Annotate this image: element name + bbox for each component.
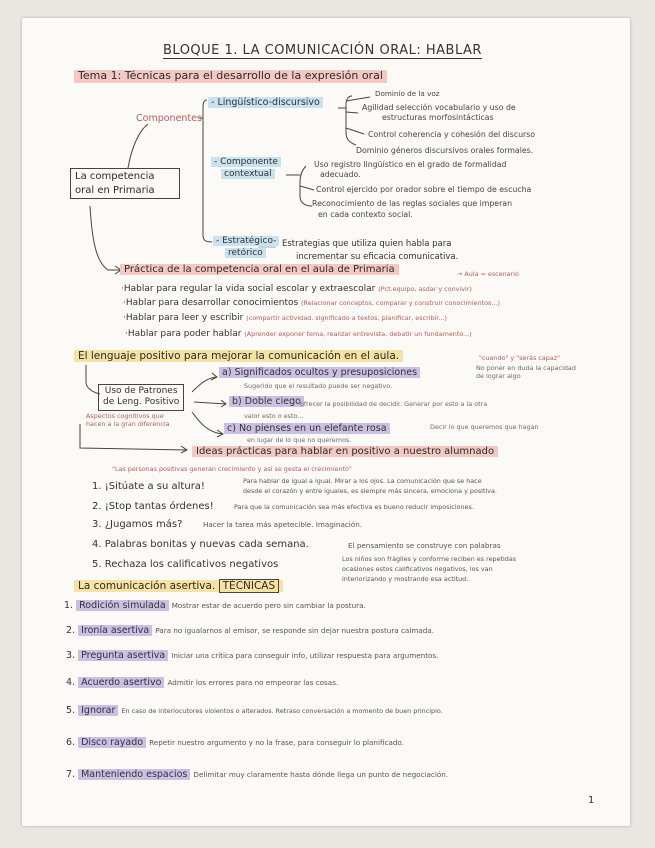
contextual-item-4: Reconocimiento de las reglas sociales que imperan <box>312 199 513 208</box>
item-a-side: No poner en duda la capacidad de lograr algo <box>476 364 576 380</box>
contextual-label: - Componente contextual <box>211 157 281 180</box>
practica-bullet-2: ·Hablar para desarrollar conocimientos (Relacionar conceptos, comparar y construir conocimientos...) <box>123 298 500 308</box>
ideas-quote: "Las personas positivas generan crecimiento y así se gesta el crecimiento" <box>112 465 352 473</box>
ideas-item-1-note-2: desde el corazón y entre iguales, es siempre más sincera, emociona y positiva. <box>243 487 497 495</box>
asertiva-item-4: 4. Acuerdo asertivo Admitir los errores para no empeorar las cosas. <box>66 677 339 688</box>
ideas-item-3-note: Hacer la tarea más apetecible. Imaginación. <box>203 520 363 529</box>
asertiva-item-6: 6. Disco rayado Repetir nuestro argumento y no la frase, para conseguir lo planificado. <box>66 737 404 748</box>
estrategico-text-1: Estrategias que utiliza quien habla para <box>282 239 452 249</box>
asertiva-item-5: 5. Ignorar En caso de interlocutores violentos o alterados. Retraso conversación a momento de buen principio. <box>66 705 443 716</box>
ideas-item-2: 2. ¡Stop tantas órdenes! <box>92 501 214 512</box>
ideas-item-5: 5. Rechaza los calificativos negativos <box>92 559 279 570</box>
linguistico-item-3: estructuras morfosintácticas <box>382 113 494 122</box>
patrones-box: Uso de Patrones de Leng. Positivo <box>98 384 184 411</box>
page-number: 1 <box>588 795 595 806</box>
linguistico-item-4: Control coherencia y cohesión del discurso <box>368 130 536 139</box>
ideas-item-5-note: Los niños son frágiles y conforme reciben es repetidas <box>342 555 517 563</box>
ideas-item-5-note-2: ocasiones estos calificativos negativos, los van <box>342 565 493 573</box>
item-b-note-2: valor esto o esto... <box>244 412 304 420</box>
tema1-heading: Tema 1: Técnicas para el desarrollo de la expresión oral <box>74 70 387 83</box>
item-a-label: a) Significados ocultos y presuposiciones <box>219 368 420 379</box>
patrones-note: Aspectos cognitivos que hacen a la gran diferencia <box>86 412 170 428</box>
lenguaje-positivo-quote: "cuando" y "serás capaz" <box>479 354 561 362</box>
ideas-item-2-note: Para que la comunicación sea más efectiva es bueno reducir imposiciones. <box>234 503 474 511</box>
ideas-item-4: 4. Palabras bonitas y nuevas cada semana. <box>92 539 309 550</box>
linguistico-item-5: Dominio géneros discursivos orales formales. <box>356 146 534 155</box>
asertiva-item-2: 2. Ironía asertiva Para no igualarnos al emisor, se responde sin dejar nuestra postura calmada. <box>66 625 434 636</box>
linguistico-label: - Lingüístico-discursivo <box>208 98 323 109</box>
item-c-label: c) No pienses en un elefante rosa <box>224 424 390 435</box>
asertiva-item-7: 7. Manteniendo espacios Delimitar muy claramente hasta dónde llega un punto de negociación. <box>66 769 449 780</box>
estrategico-label: - Estratégico- retórico <box>213 236 279 259</box>
contextual-item-1: Uso registro lingüístico en el grado de formalidad <box>314 160 507 169</box>
ideas-item-5-note-3: interiorizando y mostrando esa actitud. <box>342 575 469 583</box>
ideas-item-4-note: El pensamiento se construye con palabras <box>348 541 501 550</box>
tecnicas-box: TÉCNICAS <box>219 579 280 593</box>
item-b-label: b) Doble ciego <box>229 397 304 408</box>
linguistico-item-2: Agilidad selección vocabulario y uso de <box>362 103 516 112</box>
componentes-label: Componentes <box>136 113 202 124</box>
root-competencia-box: La competencia oral en Primaria <box>70 168 180 199</box>
item-c-note: Decir lo que queremos que hagan <box>430 423 539 431</box>
ideas-item-1: 1. ¡Sitúate a su altura! <box>92 481 205 492</box>
page-title: BLOQUE 1. LA COMUNICACIÓN ORAL: HABLAR <box>163 43 482 58</box>
item-c-note-2: en lugar de lo que no queremos. <box>247 436 352 444</box>
asertiva-heading: La comunicación asertiva. TÉCNICAS <box>74 580 283 592</box>
asertiva-item-3: 3. Pregunta asertiva Iniciar una crítica para conseguir info, utilizar respuesta para argumentos. <box>66 650 439 661</box>
practica-bullet-3: ·Hablar para leer y escribir (compartir actividad, significado a textos, planificar, escribir...) <box>123 313 447 323</box>
linguistico-item-1: Dominio de la voz <box>375 89 440 98</box>
practica-heading: Práctica de la competencia oral en el aula de Primaria <box>120 264 399 276</box>
estrategico-text-2: incrementar su eficacia comunicativa. <box>296 252 459 262</box>
practica-side-note: → Aula = escenario <box>457 270 519 278</box>
item-a-note: Sugerido que el resultado puede ser negativo. <box>244 382 393 390</box>
ideas-item-3: 3. ¿Jugamos más? <box>92 519 183 530</box>
lenguaje-positivo-heading: El lenguaje positivo para mejorar la comunicación en el aula. <box>74 350 403 362</box>
practica-bullet-1: ·Hablar para regular la vida social escolar y extraescolar (Pct.equipo, asdar y convivir) <box>121 284 472 294</box>
contextual-item-2: adecuado. <box>320 170 361 179</box>
ideas-item-1-note: Para hablar de igual a igual. Mirar a los ojos. La comunicación que se hace <box>243 477 482 485</box>
item-b-note: ofrecer la posibilidad de decidir. Generar por esto a la otra <box>300 400 488 408</box>
contextual-item-5: en cada contexto social. <box>318 210 413 219</box>
ideas-heading: Ideas prácticas para hablar en positivo a nuestro alumnado <box>192 446 498 458</box>
practica-bullet-4: ·Hablar para poder hablar (Aprender exponer tema, realizar entrevista, debatir un fundamento...) <box>125 329 472 339</box>
contextual-item-3: Control ejercido por orador sobre el tiempo de escucha <box>316 185 532 194</box>
asertiva-item-1: 1. Rodición simulada Mostrar estar de acuerdo pero sin cambiar la postura. <box>64 600 366 611</box>
